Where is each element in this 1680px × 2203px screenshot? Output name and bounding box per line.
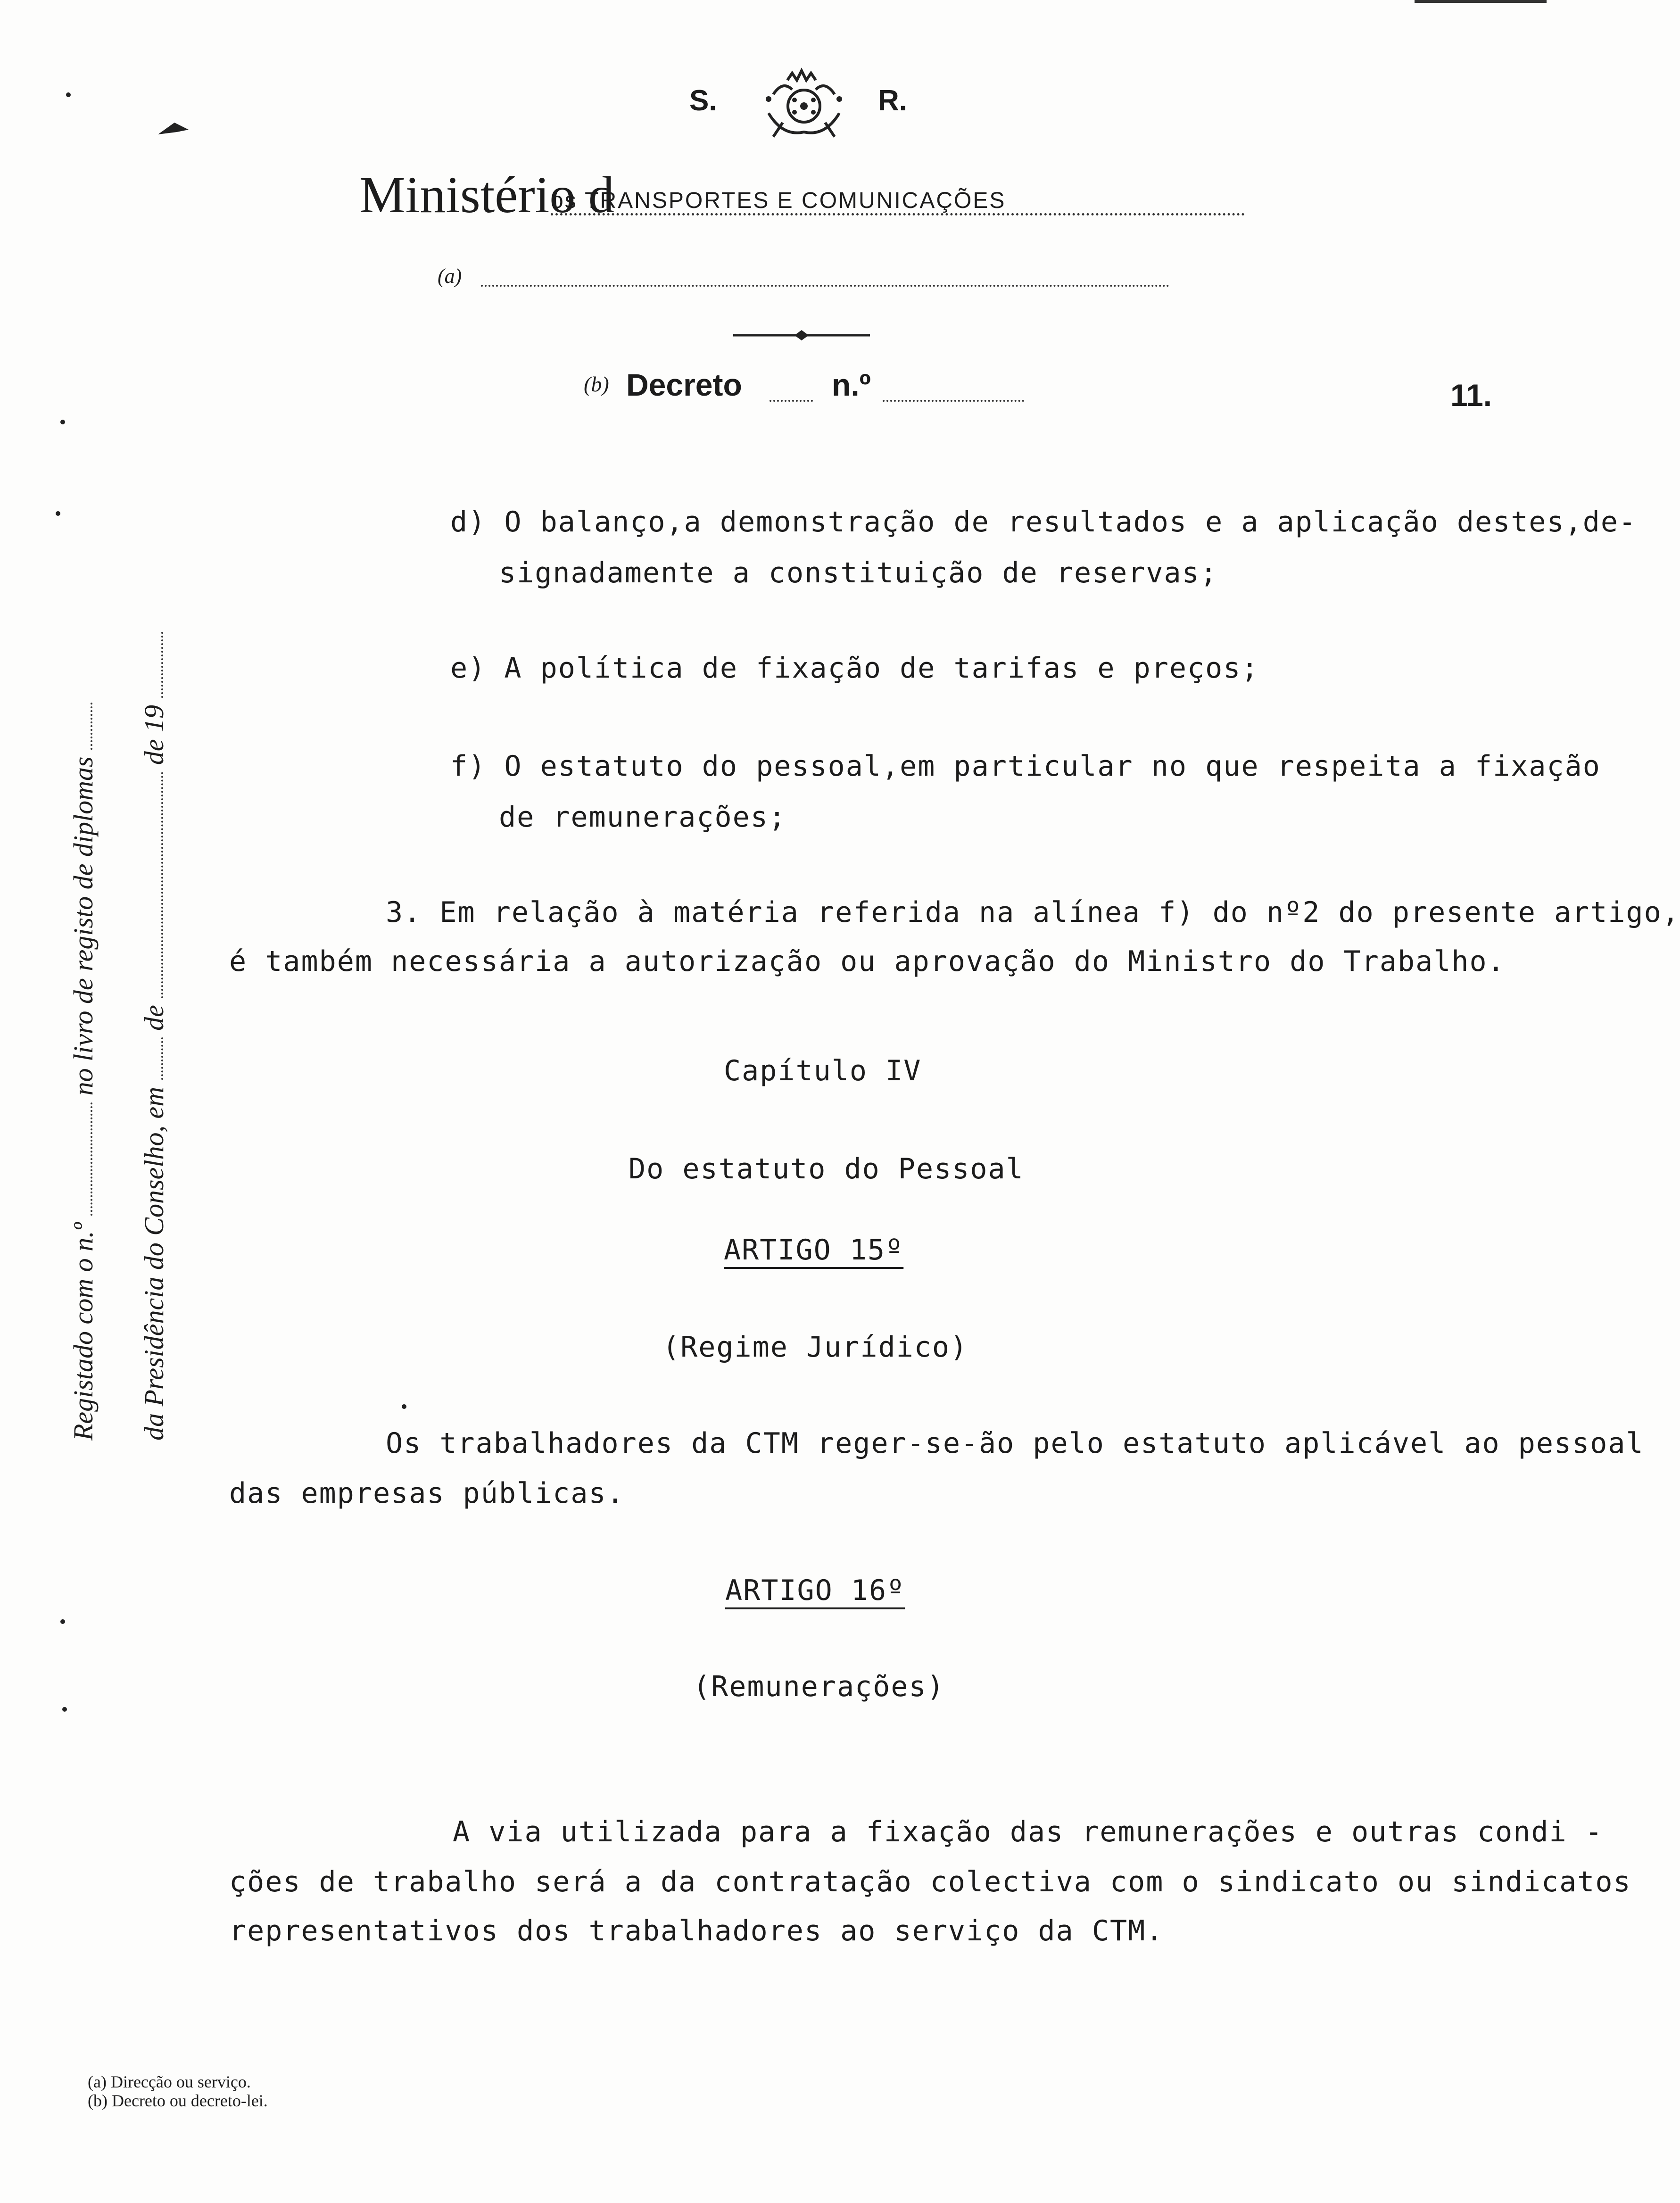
marker-a: (a) [438, 265, 462, 288]
footnote-a: (a) Direcção ou serviço. [88, 2072, 251, 2091]
article-16-line-1: A via utilizada para a fixação das remunerações e outras condi - [453, 1815, 1603, 1848]
letterhead-r: R. [878, 84, 907, 117]
side-note-dotted-field [161, 632, 163, 698]
article-15-subtitle: (Regime Jurídico) [662, 1331, 968, 1364]
decree-number-dotted-line [883, 400, 1024, 402]
item-d-line-2: signadamente a constituição de reservas; [499, 556, 1218, 589]
side-note-line-1 [48, 474, 119, 1441]
paragraph-3-line-1: 3. Em relação à matéria referida na alínea f) do nº2 do presente artigo, [386, 896, 1680, 929]
side-note-line-2 [119, 474, 190, 1441]
decree-label: Decreto [626, 367, 742, 402]
item-f-line-2: de remunerações; [499, 801, 786, 834]
paragraph-3-line-2: é também necessária a autorização ou aprovação do Ministro do Trabalho. [229, 945, 1506, 978]
ministry-department: os TRANSPORTES E COMUNICAÇÕES [551, 188, 1006, 213]
article-15-line-1: Os trabalhadores da CTM reger-se-ão pelo estatuto aplicável ao pessoal [386, 1427, 1644, 1460]
footnote-b: (b) Decreto ou decreto-lei. [88, 2091, 268, 2110]
article-16-subtitle: (Remunerações) [693, 1670, 945, 1703]
side-note-registry-book: no livro de registo de diplomas [68, 756, 99, 1096]
scan-speck [56, 511, 60, 516]
letterhead-s: S. [689, 84, 717, 117]
ministry-label: Ministério d [359, 166, 614, 224]
scan-speck [66, 92, 71, 97]
service-dotted-line [481, 285, 1169, 287]
side-note-dotted-field [90, 703, 92, 750]
ministry-dotted-line [551, 213, 1245, 215]
side-note-presidency: da Presidência do Conselho, em [139, 1086, 169, 1441]
item-d-line-1: d) O balanço,a demonstração de resultados e a aplicação destes,de- [450, 505, 1637, 538]
side-note-registered: Registado com o n.º [68, 1222, 99, 1441]
page-number: 11. [1450, 378, 1492, 413]
scan-speck [62, 1707, 67, 1712]
chapter-title: Do estatuto do Pessoal [629, 1152, 1024, 1185]
item-e: e) A política de fixação de tarifas e preços; [450, 652, 1259, 685]
chapter-heading: Capítulo IV [724, 1054, 922, 1087]
scan-speck [60, 1619, 65, 1624]
decree-number-label: n.º [832, 367, 871, 402]
registration-side-note [48, 474, 190, 1441]
side-note-de: de [139, 1005, 169, 1031]
article-15-line-2: das empresas públicas. [229, 1477, 625, 1510]
side-note-dotted-field [90, 1102, 92, 1216]
article-16-line-2: ções de trabalho será a da contratação colectiva com o sindicato ou sindicatos [229, 1865, 1631, 1898]
side-note-year: de 19 [139, 704, 169, 765]
article-16-heading: ARTIGO 16º [725, 1574, 905, 1607]
article-15-heading: ARTIGO 15º [724, 1234, 904, 1267]
marker-b: (b) [584, 372, 609, 396]
scan-speck [402, 1404, 406, 1409]
side-note-dotted-field [161, 772, 163, 998]
scan-edge-line [1415, 0, 1547, 3]
decree-type-dotted-line [770, 400, 813, 402]
article-16-line-3: representativos dos trabalhadores ao serviço da CTM. [229, 1914, 1164, 1947]
ornamental-divider [733, 328, 870, 342]
side-note-dotted-field [161, 1037, 163, 1080]
scan-speck [60, 420, 65, 424]
item-f-line-1: f) O estatuto do pessoal,em particular no que respeita a fixação [450, 750, 1601, 783]
scan-mark-icon [156, 116, 193, 144]
coat-of-arms-seal-icon [754, 66, 853, 146]
